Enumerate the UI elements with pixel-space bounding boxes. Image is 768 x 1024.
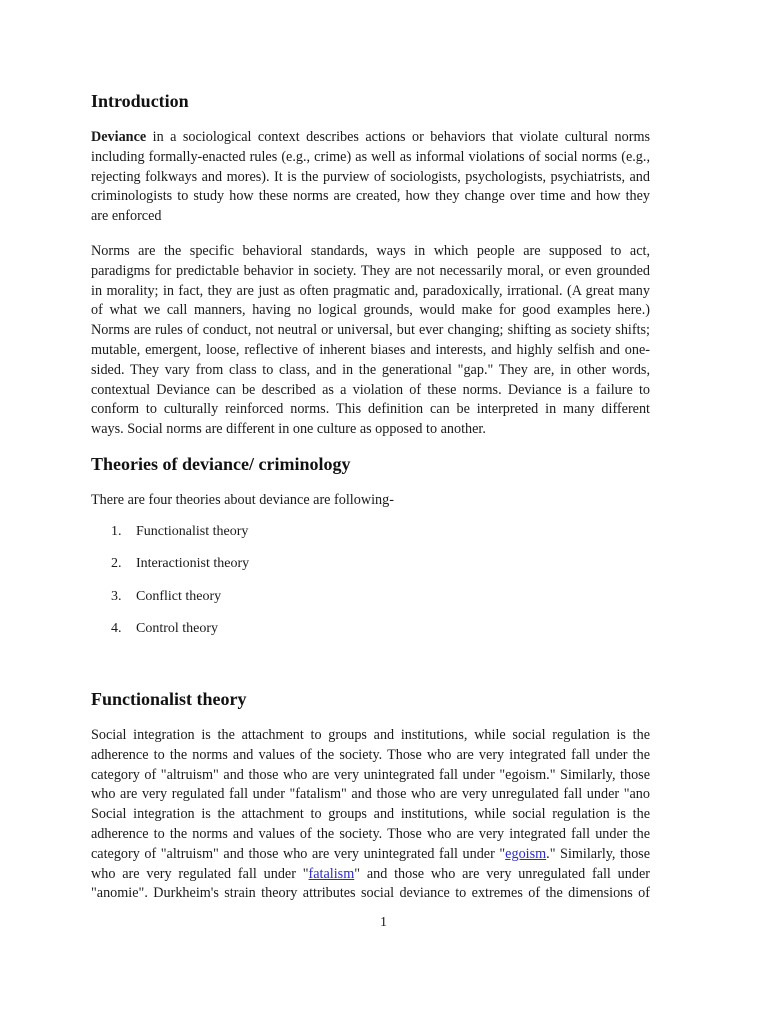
- text-line: Social integration is the attachment to groups and institutions, while social regulation is the: [91, 806, 650, 823]
- page-number: 1: [380, 915, 387, 930]
- text-line: Norms are rules of conduct, not neutral or universal, but ever changing; shifting as society shifts;: [91, 322, 650, 339]
- text-line: "anomie". Durkheim's strain theory attributes social deviance to extremes of the dimensions of: [91, 885, 650, 902]
- text-line: are enforced: [91, 208, 162, 225]
- text-line: category of "altruism" and those who are very unintegrated fall under "egoism." Similarly, those: [91, 845, 650, 862]
- text-line: rejecting folkways and mores). It is the purview of sociologists, psychologists, psychiatrists, and: [91, 168, 650, 185]
- text-line: adherence to the norms and values of the society. Those who are very integrated fall under the: [91, 746, 650, 763]
- paragraph-deviance-definition: Deviance in a sociological context describes actions or behaviors that violate cultural norms including formally-enacted rules (e.g., crime) as well as informal violations of social norms (e.g., rejecting folkways and mores). It is the purview of sociologists, psychologists, psychiatrists, and criminologists to study how these norms are created, how they change over time and how they are enforced: [91, 128, 650, 227]
- text-line: who are very regulated fall under "fatalism" and those who are very unregulated fall under "ano: [91, 786, 650, 803]
- text-line: who are very regulated fall under "fatalism" and those who are very unregulated fall under: [91, 865, 650, 882]
- theories-intro-text: There are four theories about deviance are following-: [91, 492, 394, 508]
- list-item: 2. Interactionist theory: [111, 556, 250, 571]
- text-line: contextual Deviance can be described as a violation of these norms. Deviance is a failure to: [91, 381, 650, 398]
- bold-term-deviance: Deviance: [91, 129, 147, 145]
- list-item: 3. Conflict theory: [111, 589, 222, 604]
- heading-introduction: Introduction: [91, 91, 189, 111]
- text-line: of what we call manners, having no logical grounds, would make for good examples here.): [91, 302, 650, 319]
- link-fatalism[interactable]: fatalism: [308, 865, 355, 882]
- text-line: ways. Social norms are different in one culture as opposed to another.: [91, 421, 486, 438]
- link-egoism[interactable]: egoism: [505, 845, 547, 862]
- text-line: including formally-enacted rules (e.g., crime) as well as informal violations of social norms (e.g.,: [91, 148, 650, 165]
- text-line: paradigms for predictable behavior in society. They are not necessarily moral, or even grounded: [91, 262, 650, 279]
- heading-functionalist: Functionalist theory: [91, 689, 247, 709]
- text-line: mutable, emergent, loose, reflective of inherent biases and interests, and highly selfish and one-: [91, 341, 650, 358]
- paragraph-norms: [91, 242, 650, 440]
- list-item: 1. Functionalist theory: [111, 524, 249, 539]
- text-line: sided. They vary from class to class, and in the generational "gap." They are, in other words,: [91, 361, 650, 378]
- text-line: Norms are the specific behavioral standards, ways in which people are supposed to act,: [91, 243, 650, 259]
- text-line: criminologists to study how these norms are created, how they change over time and how they: [91, 188, 650, 205]
- text-line: adherence to the norms and values of the society. Those who are very integrated fall under the: [91, 825, 650, 842]
- list-item: 4. Control theory: [111, 621, 219, 636]
- paragraph-functionalist: [91, 726, 650, 904]
- heading-theories: Theories of deviance/ criminology: [91, 454, 351, 474]
- text-line: in morality; in fact, they are just as often pragmatic and, paradoxically, irrational. (A great many: [91, 282, 650, 299]
- text-line: category of "altruism" and those who are very unintegrated fall under "egoism." Similarly, those: [91, 766, 650, 783]
- text-line: Social integration is the attachment to groups and institutions, while social regulation is the: [91, 727, 650, 743]
- text-line: conform to culturally reinforced norms. This definition can be interpreted in many different: [91, 401, 650, 418]
